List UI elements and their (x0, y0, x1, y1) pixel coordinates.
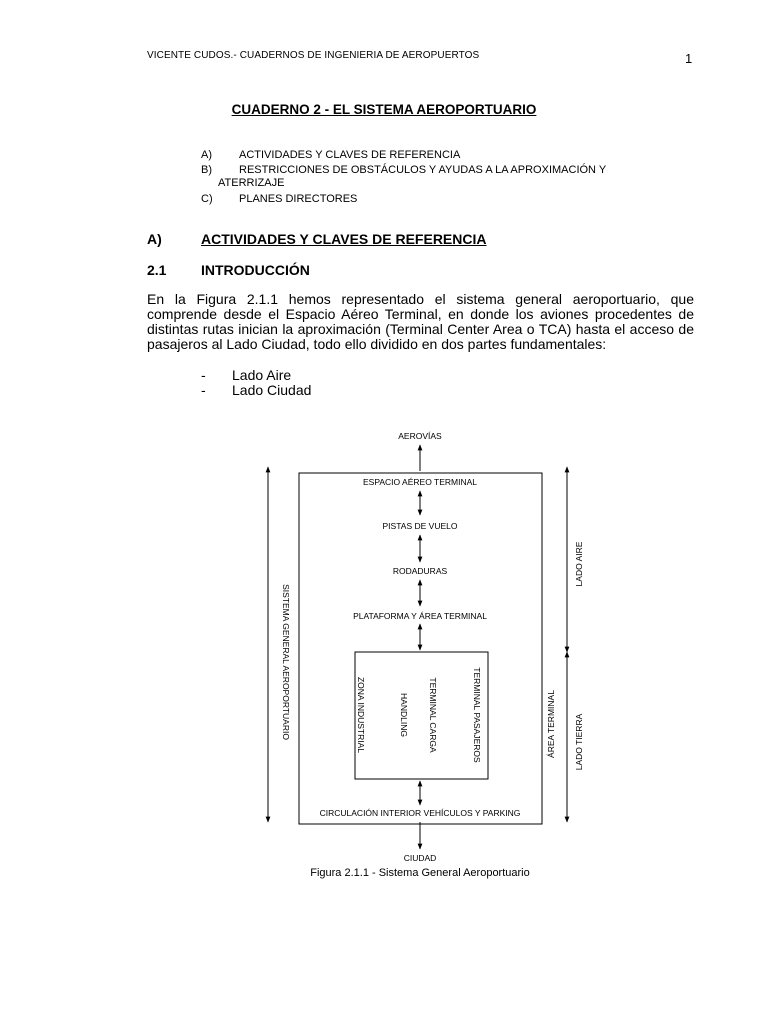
contents-text: PLANES DIRECTORES (239, 193, 358, 205)
bullet-marker: - (201, 382, 206, 398)
label-level: PLATAFORMA Y ÁREA TERMINAL (353, 611, 487, 621)
contents-label: B) (201, 164, 212, 176)
body-paragraph: En la Figura 2.1.1 hemos representado el sistema general aeroportuario, que comprende desde el Espacio Aéreo Terminal, en donde los aviones procedentes de distintas rutas inician la aproximación (Terminal Center Area o TCA) hasta el acceso de pasajeros al Lado Ciudad, todo ello dividido en dos partes fundamentales: (147, 291, 694, 352)
label-air-side: LADO AIRE (574, 541, 584, 587)
section-21-label: 2.1 (147, 262, 167, 278)
contents-label: A) (201, 149, 212, 161)
label-inner-column: HANDLING (399, 693, 409, 737)
label-land-side: LADO TIERRA (574, 713, 584, 771)
figure-caption: Figura 2.1.1 - Sistema General Aeroportuario (310, 867, 530, 879)
label-level: PISTAS DE VUELO (382, 521, 458, 531)
running-header: VICENTE CUDOS.- CUADERNOS DE INGENIERIA DE AEROPUERTOS (147, 50, 480, 61)
label-level: RODADURAS (392, 566, 448, 576)
contents-label: C) (201, 193, 213, 205)
page-number: 1 (685, 51, 693, 66)
contents-text: RESTRICCIONES DE OBSTÁCULOS Y AYUDAS A LA APROXIMACIÓN Y (239, 164, 607, 176)
contents-text-continued: ATERRIZAJE (218, 177, 285, 189)
terminal-area-box (355, 652, 488, 779)
document-title: CUADERNO 2 - EL SISTEMA AEROPORTUARIO (231, 102, 537, 117)
label-inner-column: TERMINAL PASAJEROS (472, 667, 482, 763)
section-21-title: INTRODUCCIÓN (201, 262, 310, 278)
bullet-text: Lado Aire (232, 367, 292, 383)
section-a-label: A) (147, 231, 162, 247)
label-ciudad: CIUDAD (403, 853, 437, 863)
label-inner-column: ZONA INDUSTRIAL (356, 676, 366, 754)
label-circulation: CIRCULACIÓN INTERIOR VEHÍCULOS Y PARKING (319, 808, 521, 818)
contents-text: ACTIVIDADES Y CLAVES DE REFERENCIA (239, 149, 461, 161)
label-aerovias: AEROVÍAS (398, 431, 442, 441)
bullet-marker: - (201, 367, 206, 383)
label-terminal-area: ÁREA TERMINAL (546, 690, 556, 758)
label-level: ESPACIO AÉREO TERMINAL (363, 477, 477, 487)
label-general-system: SISTEMA GENERAL AEROPORTUARIO (281, 584, 291, 740)
section-a-title: ACTIVIDADES Y CLAVES DE REFERENCIA (201, 231, 487, 247)
bullet-text: Lado Ciudad (232, 382, 312, 398)
label-inner-column: TERMINAL CARGA (428, 677, 438, 753)
